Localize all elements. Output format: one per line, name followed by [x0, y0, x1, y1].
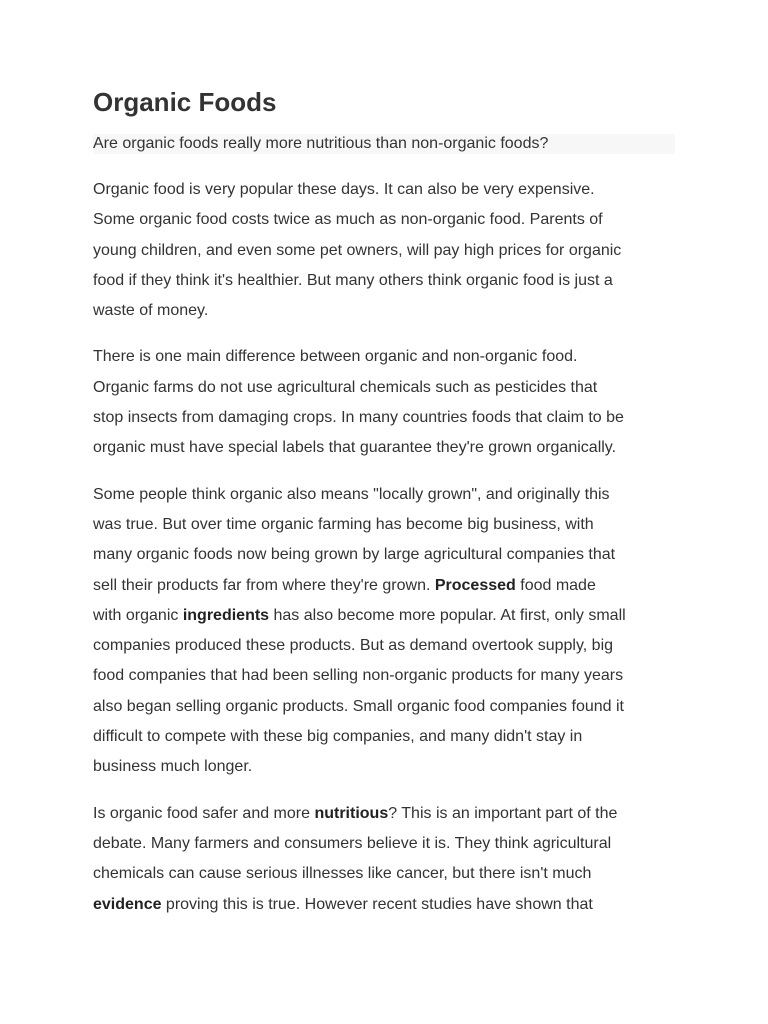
text-line: Some organic food costs twice as much as non-organic food. Parents of — [93, 211, 603, 229]
text-line: stop insects from damaging crops. In many countries foods that claim to be — [93, 409, 624, 427]
text-line: organic must have special labels that guarantee they're grown organically. — [93, 439, 617, 457]
paragraph-2 — [93, 342, 675, 463]
text-segment: has also become more popular. At first, only small — [269, 606, 626, 624]
text-line: Organic farms do not use agricultural chemicals such as pesticides that — [93, 378, 598, 396]
vocab-term-evidence: evidence — [93, 895, 162, 913]
text-segment: ? This is an important part of the — [388, 804, 618, 822]
text-line: many organic foods now being grown by large agricultural companies that — [93, 546, 616, 564]
article-body — [93, 175, 675, 936]
text-line: debate. Many farmers and consumers believe it is. They think agricultural — [93, 834, 612, 852]
text-segment: sell their products far from where they're grown. — [93, 576, 435, 594]
text-line — [93, 571, 675, 601]
text-line: There is one main difference between organic and non-organic food. — [93, 348, 578, 366]
text-line: companies produced these products. But as demand overtook supply, big — [93, 637, 614, 655]
text-line — [93, 799, 675, 829]
vocab-term-nutritious: nutritious — [314, 804, 389, 822]
text-segment: food made — [515, 576, 596, 594]
text-segment: Is organic food safer and more — [93, 804, 315, 822]
text-line: was true. But over time organic farming has become big business, with — [93, 515, 594, 533]
text-line — [93, 601, 675, 631]
article-subtitle: Are organic foods really more nutritious than non-organic foods? — [93, 134, 675, 154]
text-line: young children, and even some pet owners, will pay high prices for organic — [93, 241, 622, 259]
text-line: Some people think organic also means "locally grown", and originally this — [93, 485, 610, 503]
paragraph-3 — [93, 480, 675, 783]
text-line: food companies that had been selling non-organic products for many years — [93, 667, 624, 685]
vocab-term-ingredients: ingredients — [182, 606, 270, 624]
text-line: difficult to compete with these big companies, and many didn't stay in — [93, 728, 583, 746]
vocab-term-processed: Processed — [434, 576, 516, 594]
paragraph-1 — [93, 175, 675, 326]
text-segment: with organic — [93, 606, 183, 624]
text-line: waste of money. — [93, 302, 209, 320]
paragraph-4 — [93, 799, 675, 920]
text-line: also began selling organic products. Small organic food companies found it — [93, 697, 624, 715]
page-title: Organic Foods — [93, 87, 277, 117]
text-segment: proving this is true. However recent studies have shown that — [161, 895, 593, 913]
text-line: food if they think it's healthier. But many others think organic food is just a — [93, 271, 613, 289]
text-line: Organic food is very popular these days. It can also be very expensive. — [93, 181, 595, 198]
text-line — [93, 890, 675, 920]
text-line: business much longer. — [93, 758, 253, 776]
text-line: chemicals can cause serious illnesses like cancer, but there isn't much — [93, 865, 592, 883]
